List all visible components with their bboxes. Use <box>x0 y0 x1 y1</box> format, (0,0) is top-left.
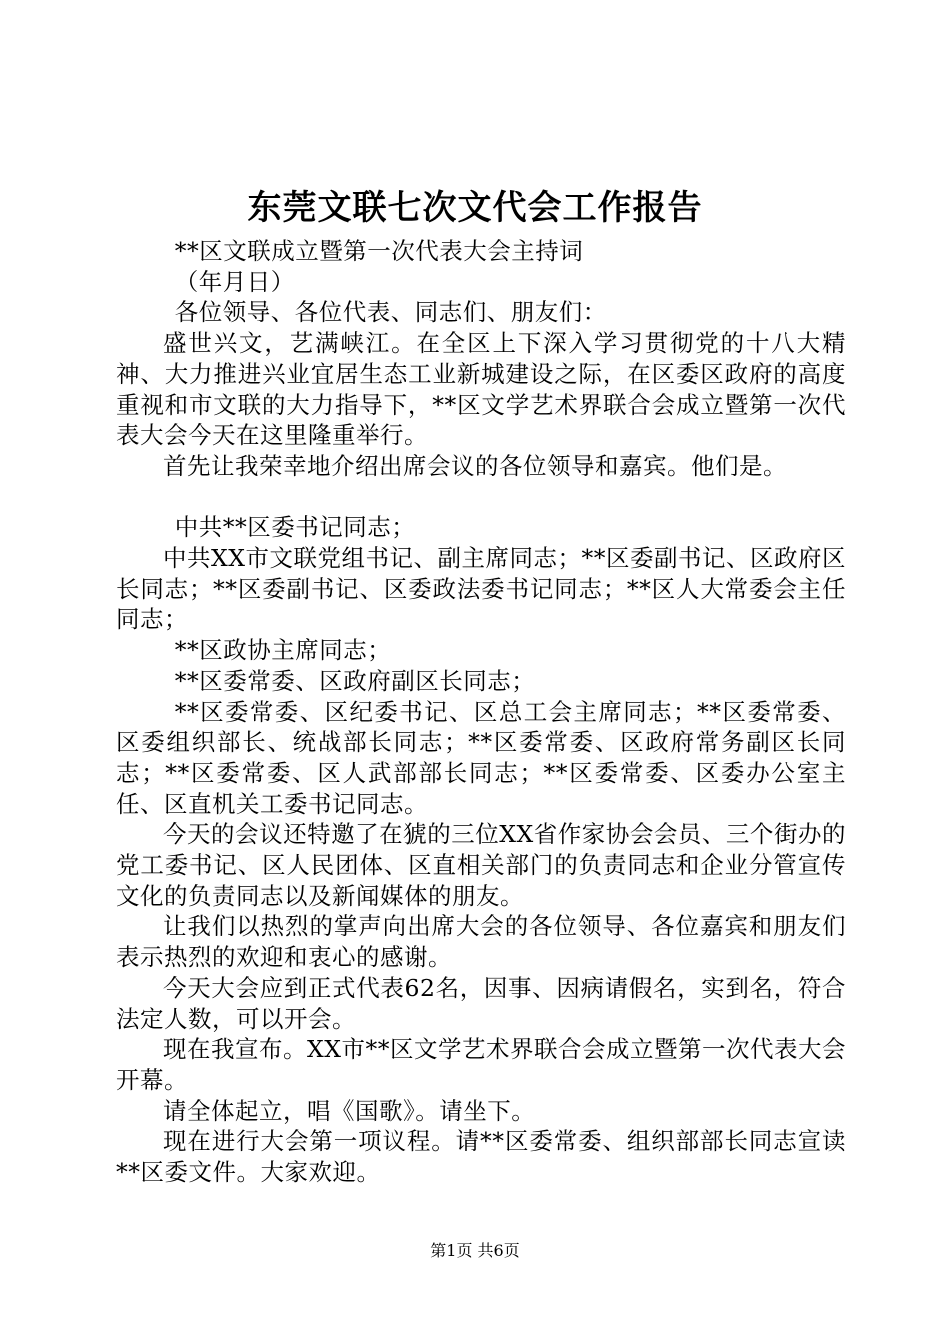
paragraph-date: （年月日） <box>174 267 295 296</box>
paragraph-introduction: 首先让我荣幸地介绍出席会议的各位领导和嘉宾。他们是。 <box>163 451 787 480</box>
document-title: 东莞文联七次文代会工作报告 <box>247 188 703 228</box>
paragraph-guest-5: **区委常委、区纪委书记、区总工会主席同志；**区委常委、区委组织部长、统战部长同志；**区委常委、区政府常务副区长同志；**区委常委、区人武部部长同志；**区委常委、区委办公室主任、区直机关工委书记同志。 <box>116 697 846 818</box>
paragraph-greeting: 各位领导、各位代表、同志们、朋友们： <box>174 298 607 327</box>
paragraph-guest-4: **区委常委、区政府副区长同志； <box>174 666 536 695</box>
blank-line <box>116 482 846 513</box>
paragraph-attendance: 今天大会应到正式代表62名，因事、因病请假名，实到名，符合法定人数，可以开会。 <box>116 973 846 1033</box>
paragraph-announcement: 现在我宣布。XX市**区文学艺术界联合会成立暨第一次代表大会开幕。 <box>116 1035 846 1094</box>
paragraph-special-guests: 今天的会议还特邀了在猇的三位XX省作家协会会员、三个街办的党工委书记、区人民团体、区直相关部门的负责同志和企业分管宣传文化的负责同志以及新闻媒体的朋友。 <box>116 820 846 910</box>
paragraph-guest-1: 中共**区委书记同志； <box>174 513 416 542</box>
paragraph-agenda: 现在进行大会第一项议程。请**区委常委、组织部部长同志宣读**区委文件。大家欢迎。 <box>116 1127 846 1187</box>
page-footer: 第1页 共6页 <box>430 1241 520 1260</box>
paragraph-anthem: 请全体起立，唱《国歌》。请坐下。 <box>163 1096 536 1125</box>
paragraph-guest-2: 中共XX市文联党组书记、副主席同志；**区委副书记、区政府区长同志；**区委副书记、区委政法委书记同志；**区人大常委会主任同志； <box>116 544 846 634</box>
paragraph-guest-3: **区政协主席同志； <box>174 636 392 665</box>
document-body <box>116 236 846 1188</box>
paragraph-subtitle: **区文联成立暨第一次代表大会主持词 <box>174 237 584 265</box>
paragraph-opening: 盛世兴文，艺满峡江。在全区上下深入学习贯彻党的十八大精神、大力推进兴业宜居生态工业新城建设之际，在区委区政府的高度重视和市文联的大力指导下，**区文学艺术界联合会成立暨第一次代表大会今天在这里隆重举行。 <box>116 329 846 450</box>
paragraph-applause: 让我们以热烈的掌声向出席大会的各位领导、各位嘉宾和朋友们表示热烈的欢迎和衷心的感谢。 <box>116 912 846 972</box>
